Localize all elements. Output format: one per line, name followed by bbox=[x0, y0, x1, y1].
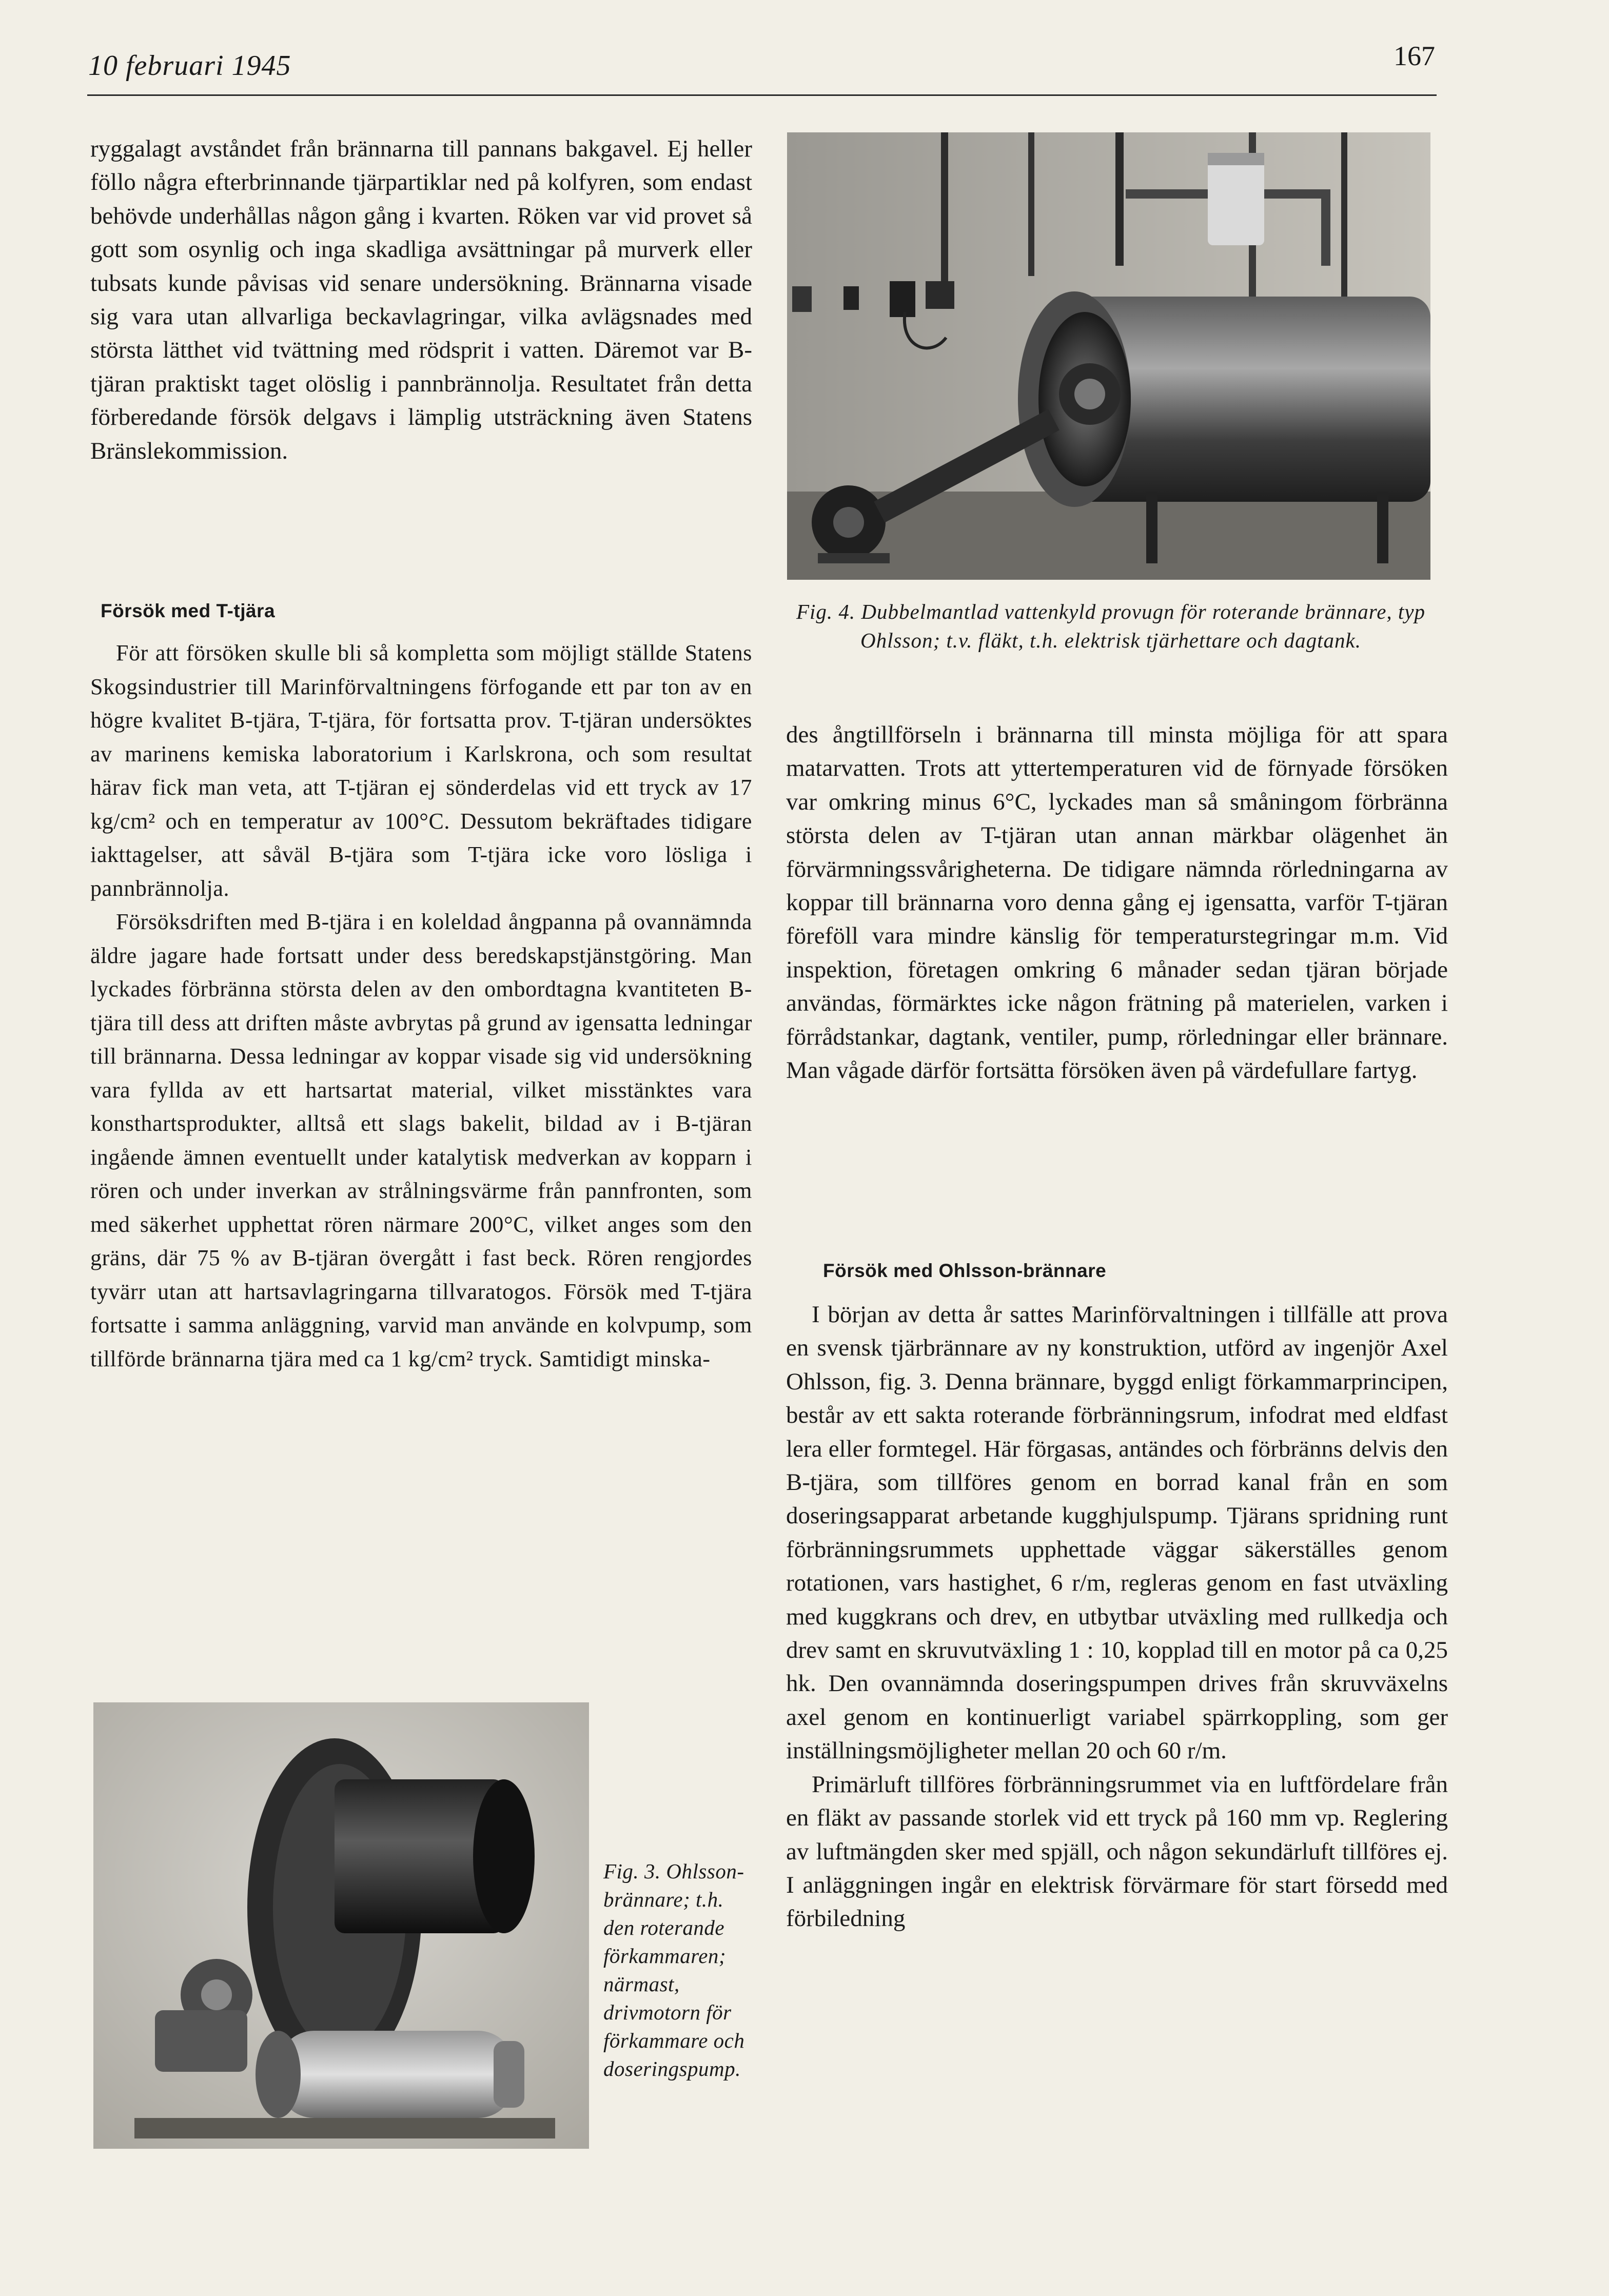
figure-3-caption: Fig. 3. Ohlsson-brännare; t.h. den roterande förkammaren; närmast, drivmotorn för förkammare och doseringspump. bbox=[603, 1859, 745, 2081]
section-heading-t-tjara: Försök med T-tjära bbox=[101, 600, 276, 621]
left-paragraph-1: För att försöken skulle bli så kompletta som möjligt ställde Statens Skogsindustrier till Marinförvaltningens förfogande ett par ton av en högre kvalitet B-tjära, T-tjära, för fortsatta prov. T-tjäran undersöktes av marinens kemiska laboratorium i Karlskrona, och som resultat härav fick man veta, att T-tjäran ej sönderdelas vid ett tryck av 17 kg/cm² och en temperatur av 100°C. Dessutom bekräftades tidigare iakttagelser, att såväl B-tjära som T-tjära icke voro lösliga i pannbrännolja. bbox=[90, 640, 752, 901]
right-paragraph-1: des ångtillförseln i brännarna till minsta möjliga för att spara matarvatten. Trots att yttertemperaturen vid de förnyade försöken var omkring minus 6°C, lyckades man så småningom förbränna största delen av T-tjäran utan annan märkbar olägenhet än förvärmningssvårigheterna. De tidigare nämnda rörledningarna av koppar till brännarna voro denna gång ej igensatta, varför T-tjäran föreföll vara mindre känslig för temperaturstegringar m.m. Vid inspektion, företagen omkring 6 månader sedan tjäran började användas, förmärktes icke någon frätning på materielen, varken i förrådstankar, dagtank, ventiler, pump, rörledningar eller brännare. Man vågade därför fortsätta försöken även på värdefullare fartyg. bbox=[786, 721, 1448, 1084]
left-paragraph-2: Försöksdriften med B-tjära i en koleldad ångpanna på ovannämnda äldre jagare hade fortsatt under dess beredskapstjänstgöring. Man lyckades förbränna största delen av den ombordtagna kvantiteten B-tjära till dess att driften måste avbrytas på grund av igensatta ledningar till brännarna. Dessa ledningar av koppar visade sig vid undersökning vara fyllda av ett hartsartat material, vilket misstänktes vara konsthartsprodukter, alltså ett slags bakelit, bildad av i B-tjäran ingående ämnen eventuellt under katalytisk medverkan av kopparn i rören och under inverkan av strålningsvärme från pannfronten, som med säkerhet upphettat rören närmare 200°C, vilket anges som den gräns, där 75 % av B-tjäran övergått i fast beck. Rören rengjordes tyvärr utan att hartsavlagringarna tillvaratogos. Försök med T-tjära fortsatte i samma anläggning, varvid man använde en kolvpump, som tillförde brännarna tjära med ca 1 kg/cm² tryck. Samtidigt minska- bbox=[90, 909, 752, 1371]
left-column-intro bbox=[90, 132, 752, 468]
page-number: 167 bbox=[1394, 41, 1435, 71]
figure-4-photo bbox=[787, 132, 1430, 580]
figure-4-caption: Fig. 4. Dubbelmantlad vattenkyld provugn för roterande brännare, typ Ohlsson; t.v. fläkt, t.h. elektrisk tjärhettare och dagtank. bbox=[796, 600, 1426, 652]
left-column-body bbox=[90, 636, 752, 1376]
section-heading-ohlsson: Försök med Ohlsson-brännare bbox=[823, 1260, 1107, 1281]
figure-3-photo bbox=[93, 1702, 589, 2149]
right-column-body-2 bbox=[786, 1298, 1448, 1936]
ohlsson-burner-illustration bbox=[93, 1702, 589, 2149]
right-paragraph-3: Primärluft tillföres förbränningsrummet via en luftfördelare från en fläkt av passande storlek vid ett tryck på 160 mm vp. Reglering av luftmängden sker med spjäll, och någon sekundärluft tillföres ej. I anläggningen ingår en elektrisk förvärmare för start försedd med förbiledning bbox=[786, 1771, 1448, 1932]
intro-paragraph: ryggalagt avståndet från brännarna till pannans bakgavel. Ej heller föllo några efterbrinnande tjärpartiklar ned på kolfyren, som endast behövde underhållas någon gång i kvarten. Röken var vid provet så gott som osynlig och inga skadliga avsättningar på murverk eller tubsats kunde påvisas vid senare undersökning. Brännarna visade sig vara utan allvarliga beckavlagringar, vilka avlägsnades med största lätthet vid tvättning med rödsprit i vatten. Däremot var B-tjäran praktiskt taget olöslig i pannbrännolja. Resultatet från detta förberedande försök delgavs i lämplig utsträckning även Statens Bränslekommission. bbox=[90, 135, 752, 464]
right-column-body bbox=[786, 718, 1448, 1087]
issue-date: 10 februari 1945 bbox=[88, 50, 291, 82]
boiler-furnace-illustration bbox=[787, 132, 1430, 580]
header-rule bbox=[87, 94, 1437, 96]
right-paragraph-2: I början av detta år sattes Marinförvaltningen i tillfälle att prova en svensk tjärbrännare av ny konstruktion, utförd av ingenjör Axel Ohlsson, fig. 3. Denna brännare, byggd enligt förkammarprincipen, består av ett sakta roterande förbränningsrum, infodrat med eldfast lera eller formtegel. Här förgasas, antändes och förbränns delvis den B-tjära, som tillföres genom en borrad kanal från en som doseringsapparat arbetande kugghjulspump. Tjärans spridning runt förbränningsrummets upphettade väggar säkerställes genom rotationen, vars hastighet, 6 r/m, regleras genom en fast utväxling med kuggkrans och drev, en utbytbar utväxling med rullkedja och drev samt en skruvutväxling 1 : 10, kopplad till en motor på ca 0,25 hk. Den ovannämnda doseringspumpen drives från skruvväxelns axel genom en kontinuerligt variabel spärrkoppling, som ger inställningsmöjligheter mellan 20 och 60 r/m. bbox=[786, 1301, 1448, 1764]
